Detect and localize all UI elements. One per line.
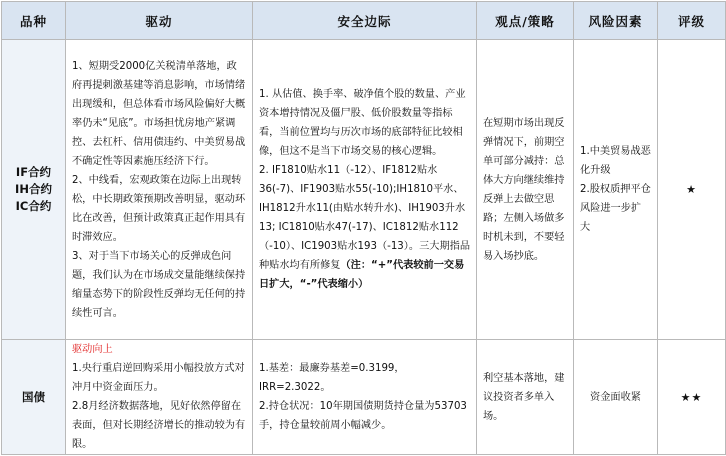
table-row (2, 40, 726, 340)
driver-paragraph: 1.央行重启逆回购采用小幅投放方式对冲月中资金面压力。 (72, 363, 245, 393)
rating-cell (658, 340, 726, 455)
view-text: 利空基本落地，建议投资者多单入场。 (483, 372, 565, 422)
driver-paragraph: 3、对于当下市场关心的反弹成色问题，我们认为在市场成交量能继续保持缩量态势下的阶段性反弹均无任何的持续性可言。 (72, 250, 246, 319)
header-risk-factors: 风险因素 (574, 2, 658, 40)
variety-cell (2, 340, 66, 455)
safety-text: 2. IF1810贴水11（-12）、IF1812贴水36(-7)、IF1903贴水55(-10);IH1810平水、IH1812升水11(由贴水转升水)、IH1903升水13; IC1810贴水47(-17)、IC1812贴水112（-10）、IC1903贴水193（-13）。三大期指品种贴水均有所修复 (259, 165, 471, 271)
view-cell (477, 340, 574, 455)
header-view-strategy: 观点/策略 (477, 2, 574, 40)
risk-cell (574, 40, 658, 340)
header-row (2, 2, 726, 40)
view-cell (477, 40, 574, 340)
variety-line: IF合约 (15, 165, 52, 179)
risk-cell (574, 340, 658, 455)
driver-paragraph: 1、短期受2000亿关税清单落地，政府再提刺激基建等消息影响，市场情绪出现缓和，但总体看市场风险偏好大概率仍未“见底”。市场担忧房地产紧调控、去杠杆、信用债违约、中美贸易战不确定性等因素施压经济下行。 (72, 60, 246, 167)
safety-paragraph: 1.基差：最廉券基差=0.3199，IRR=2.3022。 (259, 363, 405, 393)
strategy-table (1, 1, 726, 455)
safety-margin-cell (253, 340, 477, 455)
risk-line: 1.中美贸易战恶化升级 (580, 146, 651, 176)
safety-note: （注：“+”代表较前一交易日扩大，“-”代表缩小） (259, 260, 465, 290)
safety-paragraph: 1. 从估值、换手率、破净值个股的数量、产业资本增持情况及僵尸股、低价股数量等指标看，当前位置均与历次市场的底部特征比较相像，但这不是当下市场交易的核心逻辑。 (259, 89, 466, 157)
safety-paragraph: 2.持仓状况：10年期国债期货持仓量为53703手，持仓量较前周小幅减少。 (259, 401, 467, 431)
drivers-title: 驱动向上 (72, 344, 113, 355)
header-rating: 评级 (658, 2, 726, 40)
table-row (2, 340, 726, 455)
rating-cell (658, 40, 726, 340)
variety-line: IC合约 (15, 199, 52, 213)
header-safety-margin: 安全边际 (253, 2, 477, 40)
safety-paragraph (259, 161, 470, 294)
header-drivers: 驱动 (66, 2, 253, 40)
safety-margin-cell (253, 40, 477, 340)
header-variety: 品种 (2, 2, 66, 40)
driver-paragraph: 2.8月经济数据落地，见好依然停留在表面，但对长期经济增长的推动较为有限。 (72, 401, 246, 450)
risk-line: 2.股权质押平仓风险进一步扩大 (580, 184, 651, 233)
drivers-cell (66, 40, 253, 340)
driver-paragraph: 2、中线看，宏观政策在边际上出现转松，中长期政策预期改善明显，驱动环比在改善，但预计政策真正起作用具有时滞效应。 (72, 174, 246, 243)
variety-cell (2, 40, 66, 340)
view-text: 在短期市场出现反弹情况下，前期空单可部分减持：总体大方向继续维持反弹上去做空思路；左侧入场做多时机未到，不要轻易入场抄底。 (483, 117, 565, 262)
drivers-cell (66, 340, 253, 455)
star-icon: ★★ (680, 390, 703, 404)
variety-line: IH合约 (15, 182, 52, 196)
star-icon: ★ (686, 183, 697, 196)
variety-line: 国债 (22, 389, 45, 404)
risk-line: 资金面收紧 (590, 391, 641, 403)
